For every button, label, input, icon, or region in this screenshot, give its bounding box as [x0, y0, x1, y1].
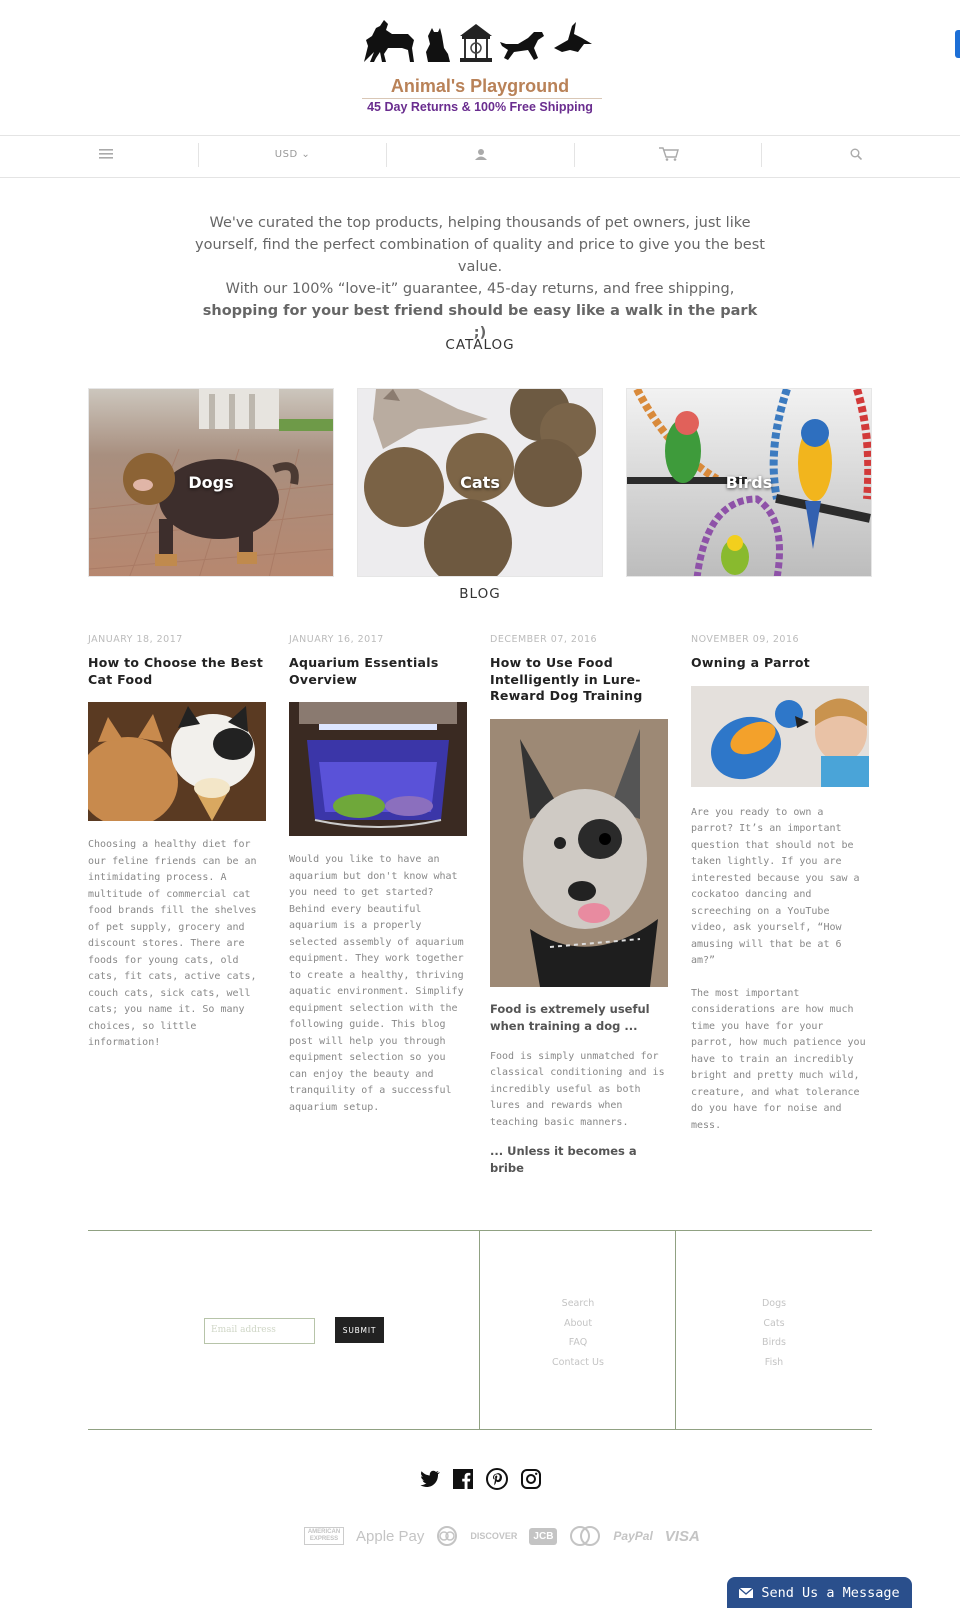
brand-name: Animal's Playground — [390, 76, 570, 96]
pinterest-icon[interactable] — [485, 1467, 509, 1491]
post-image-cats-eating-ice-cream[interactable] — [88, 702, 266, 821]
facebook-icon[interactable] — [451, 1467, 475, 1491]
post-excerpt: Food is simply unmatched for classical conditioning and is incredibly useful as both lures and rewards when teaching basic manners. — [490, 1050, 665, 1128]
blog-post — [289, 634, 469, 1116]
send-message-label: Send Us a Message — [761, 1584, 900, 1601]
animals-silhouette-logo — [358, 18, 598, 66]
brand-tagline: 45 Day Returns & 100% Free Shipping — [367, 100, 593, 114]
post-tail: ... Unless it becomes a bribe — [490, 1144, 637, 1175]
blog-post — [88, 634, 268, 1052]
post-lead: Food is extremely useful when training a dog ... — [490, 1001, 650, 1033]
account-button[interactable] — [387, 142, 574, 166]
newsletter-submit-button[interactable]: SUBMIT — [335, 1317, 384, 1343]
discover-icon: DISCOVER — [470, 1531, 518, 1541]
menu-button[interactable] — [12, 142, 199, 166]
logo-divider — [362, 98, 602, 99]
post-excerpt: Choosing a healthy diet for our feline friends can be an intimidating process. A multitude of commercial cat food brands fill the shelves of pet supply, grocery and discount stores. There are foods for young cats, old cats, fit cats, active cats, couch cats, sick cats, well cats; you name it. So many choices, so little information! — [88, 839, 257, 1048]
post-date: DECEMBER 07, 2016 — [490, 634, 598, 645]
post-excerpt: Are you ready to own a parrot? It’s an important question that should not be taken lightly. If you are interested because you saw a cockatoo dancing and screeching on a YouTube video, ask yourself, “How amusing will that be at 6 am?” — [691, 806, 860, 966]
blog-post — [490, 634, 670, 1177]
post-image-dog-with-bandana[interactable] — [490, 719, 668, 987]
footer-link-dogs[interactable]: Dogs — [761, 1298, 787, 1309]
currency-selector[interactable] — [199, 142, 386, 166]
intro-text — [195, 212, 765, 344]
post-title-link[interactable]: Owning a Parrot — [691, 655, 810, 670]
post-date: JANUARY 18, 2017 — [88, 634, 183, 645]
intro-bold-text: shopping for your best friend should be easy like a walk in the park ;) — [202, 303, 758, 341]
visa-icon: VISA — [664, 1527, 700, 1545]
footer-link-faq[interactable]: FAQ — [568, 1337, 588, 1348]
paypal-icon: PayPal — [613, 1529, 653, 1543]
jcb-icon: JCB — [529, 1528, 557, 1545]
apple-pay-icon — [356, 1528, 424, 1545]
post-title-link[interactable]: Aquarium Essentials Overview — [289, 655, 439, 687]
twitter-icon[interactable] — [417, 1467, 441, 1491]
footer-link-about[interactable]: About — [563, 1317, 593, 1329]
blog-heading: BLOG — [459, 586, 501, 602]
footer-bottom-rule — [88, 1429, 872, 1430]
post-title-link[interactable]: How to Use Food Intelligently in Lure-Reward Dog Training — [490, 655, 643, 703]
footer-top-rule — [88, 1230, 872, 1231]
catalog-label-cats: Cats — [460, 473, 500, 492]
footer-links-info — [480, 1294, 676, 1372]
catalog-heading: CATALOG — [445, 337, 515, 353]
footer-links-shop — [676, 1294, 872, 1372]
post-title-link[interactable]: How to Choose the Best Cat Food — [88, 655, 264, 687]
post-date: NOVEMBER 09, 2016 — [691, 634, 800, 645]
diners-club-icon — [436, 1526, 458, 1546]
search-button[interactable] — [762, 142, 949, 166]
hamburger-icon — [99, 149, 113, 159]
envelope-icon — [739, 1587, 753, 1599]
newsletter-email-input[interactable]: Email address — [204, 1318, 315, 1344]
search-icon — [850, 148, 862, 160]
post-image-parrot-and-child[interactable] — [691, 686, 869, 787]
footer-link-cats[interactable]: Cats — [763, 1317, 785, 1329]
post-excerpt: Would you like to have an aquarium but don't know what you need to get started? Behind every beautiful aquarium is a properly selected assembly of aquarium equipment. They work together to create a healthy, thriving aquatic environment. Simplify equipment selection with the following guide. This blog post will help you through equipment selection so you can enjoy the beauty and tranquility of a successful aquarium setup. — [289, 854, 464, 1113]
send-message-button[interactable] — [727, 1577, 912, 1608]
footer-link-search[interactable]: Search — [561, 1298, 595, 1309]
cart-icon — [659, 147, 679, 161]
intro-paragraph-2 — [195, 278, 765, 344]
post-date: JANUARY 16, 2017 — [289, 634, 384, 645]
catalog-card-birds[interactable] — [626, 388, 872, 577]
post-excerpt-continued: The most important considerations are how much time you have for your parrot, how much patience you have to train an incredibly bright and pretty much wild, creature, and what tolerance do you have for noise and mess. — [691, 987, 866, 1131]
main-navbar — [0, 135, 960, 178]
user-icon — [475, 148, 487, 160]
instagram-icon[interactable] — [519, 1467, 543, 1491]
side-widget-tab[interactable] — [955, 30, 960, 58]
intro-paragraph-1: We've curated the top products, helping thousands of pet owners, just like yourself, find the perfect combination of quality and price to give you the best value. — [195, 215, 765, 275]
post-image-aquarium[interactable] — [289, 702, 467, 836]
catalog-label-dogs: Dogs — [188, 473, 234, 492]
payment-methods — [304, 1525, 700, 1547]
catalog-label-birds: Birds — [725, 473, 773, 492]
site-logo[interactable] — [350, 14, 610, 114]
mastercard-icon — [569, 1526, 601, 1546]
amex-icon: AMERICAN EXPRESS — [304, 1527, 344, 1545]
footer-link-fish[interactable]: Fish — [764, 1356, 784, 1368]
catalog-card-cats[interactable] — [357, 388, 603, 577]
intro-plain-text: With our 100% “love-it” guarantee, 45-day returns, and free shipping, — [225, 281, 735, 297]
apple-pay-label: Apple Pay — [356, 1527, 425, 1545]
blog-post — [691, 634, 871, 1134]
footer-link-birds[interactable]: Birds — [762, 1337, 786, 1348]
catalog-card-dogs[interactable] — [88, 388, 334, 577]
currency-label: USD ⌄ — [274, 148, 311, 160]
cart-button[interactable] — [575, 142, 762, 166]
footer-link-contact[interactable]: Contact Us — [552, 1356, 604, 1368]
